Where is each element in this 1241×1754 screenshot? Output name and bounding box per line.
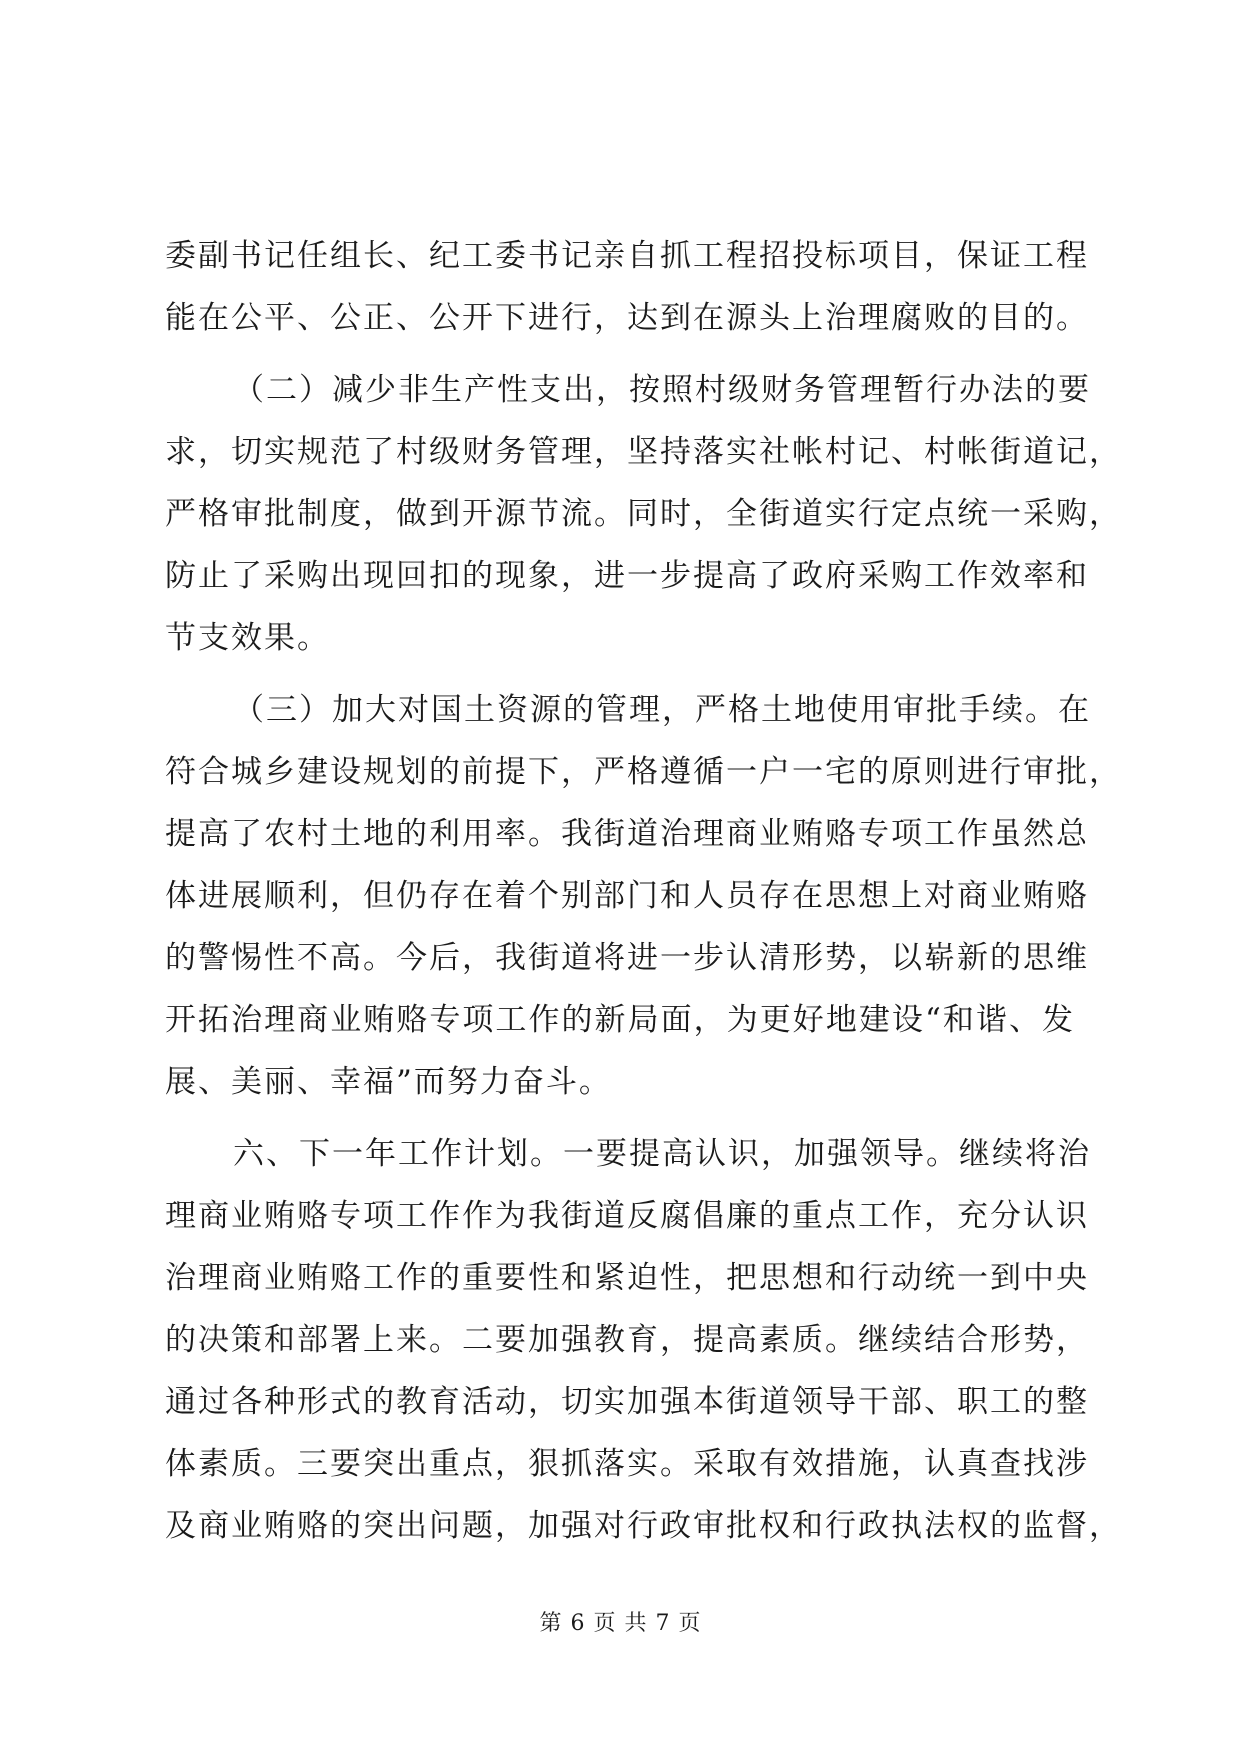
text-line: 通过各种形式的教育活动，切实加强本街道领导干部、职工的整 [165,1384,1089,1420]
text-line: 防止了采购出现回扣的现象，进一步提高了政府采购工作效率和 [165,558,1089,594]
text-line: 体进展顺利，但仍存在着个别部门和人员存在思想上对商业贿赂 [165,878,1089,914]
paragraph-1 [165,225,1089,349]
text-line: 能在公平、公正、公开下进行，达到在源头上治理腐败的目的。 [165,300,1089,336]
text-line: 委副书记任组长、纪工委书记亲自抓工程招投标项目，保证工程 [165,238,1089,274]
text-line: 严格审批制度，做到开源节流。同时，全街道实行定点统一采购， [165,496,1122,532]
text-line: （二）减少非生产性支出，按照村级财务管理暂行办法的要 [233,372,1091,408]
page-number-label: 第 6 页 共 7 页 [539,1611,702,1636]
text-line: 开拓治理商业贿赂专项工作的新局面，为更好地建设“和谐、发 [165,1002,1075,1038]
text-line: 的警惕性不高。今后，我街道将进一步认清形势，以崭新的思维 [165,940,1089,976]
paragraph-4 [165,1123,1122,1557]
text-line: 理商业贿赂专项工作作为我街道反腐倡廉的重点工作，充分认识 [165,1198,1089,1234]
text-line: 治理商业贿赂工作的重要性和紧迫性，把思想和行动统一到中央 [165,1260,1089,1296]
text-line: 节支效果。 [165,620,330,656]
paragraph-3 [165,679,1122,1113]
paragraph-2 [165,359,1122,669]
text-line: 提高了农村土地的利用率。我街道治理商业贿赂专项工作虽然总 [165,816,1089,852]
text-line: （三）加大对国土资源的管理，严格土地使用审批手续。在 [233,692,1091,728]
body-text [165,225,1122,1557]
text-line: 展、美丽、幸福”而努力奋斗。 [165,1064,612,1100]
text-line: 符合城乡建设规划的前提下，严格遵循一户一宅的原则进行审批， [165,754,1122,790]
text-line: 求，切实规范了村级财务管理，坚持落实社帐村记、村帐街道记， [165,434,1122,470]
text-line: 体素质。三要突出重点，狠抓落实。采取有效措施，认真查找涉 [165,1446,1089,1482]
text-line: 及商业贿赂的突出问题，加强对行政审批权和行政执法权的监督， [165,1508,1122,1544]
text-line: 六、下一年工作计划。一要提高认识，加强领导。继续将治 [233,1136,1091,1172]
page-footer [0,1606,1241,1637]
text-line: 的决策和部署上来。二要加强教育，提高素质。继续结合形势， [165,1322,1089,1358]
